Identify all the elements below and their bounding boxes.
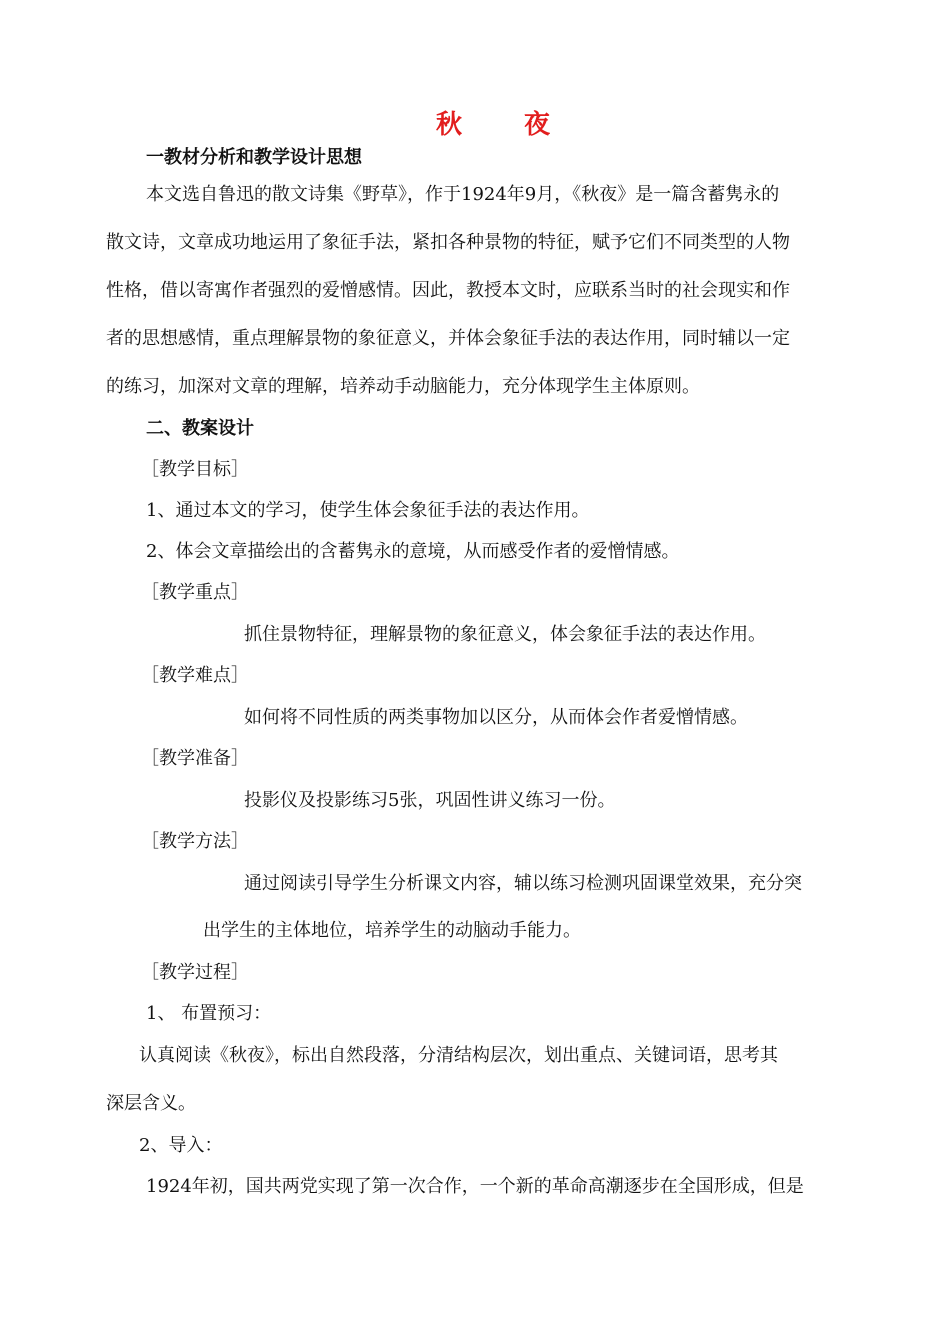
process-label: ［教学过程］ [141,962,249,983]
paragraph-line: 的练习，加深对文章的理解，培养动手动脑能力，充分体现学生主体原则。 [106,376,700,397]
process-step-2: 2、导入： [139,1135,223,1156]
method-text-line: 出学生的主体地位，培养学生的动脑动手能力。 [203,920,581,941]
method-label: ［教学方法］ [141,831,249,852]
key-point-text: 抓住景物特征，理解景物的象征意义，体会象征手法的表达作用。 [244,624,766,645]
section-heading-1: 一教材分析和教学设计思想 [146,147,362,168]
difficulty-text: 如何将不同性质的两类事物加以区分，从而体会作者爱憎情感。 [244,707,748,728]
goal-label: ［教学目标］ [141,459,249,480]
process-step-1-text: 认真阅读《秋夜》，标出自然段落，分清结构层次，划出重点、关键词语，思考其 [139,1045,778,1066]
process-step-1: 1、 布置预习： [146,1003,272,1024]
process-step-1-text: 深层含义。 [106,1093,196,1114]
title-char-1: 秋 [436,110,463,140]
goal-item-2: 2、体会文章描绘出的含蓄隽永的意境，从而感受作者的爱憎情感。 [146,541,680,562]
paragraph-line: 本文选自鲁迅的散文诗集《野草》，作于1924年9月，《秋夜》是一篇含蓄隽永的 [146,184,780,205]
paragraph-line: 者的思想感情，重点理解景物的象征意义，并体会象征手法的表达作用，同时辅以一定 [106,328,790,349]
document-title [436,108,550,142]
key-point-label: ［教学重点］ [141,582,249,603]
difficulty-label: ［教学难点］ [141,665,249,686]
paragraph-line: 性格，借以寄寓作者强烈的爱憎感情。因此，教授本文时，应联系当时的社会现实和作 [106,280,790,301]
method-text-line: 通过阅读引导学生分析课文内容，辅以练习检测巩固课堂效果，充分突 [244,873,802,894]
section-heading-2: 二、教案设计 [146,418,254,439]
preparation-label: ［教学准备］ [141,748,249,769]
paragraph-line: 散文诗，文章成功地运用了象征手法，紧扣各种景物的特征，赋予它们不同类型的人物 [106,232,790,253]
title-char-2: 夜 [524,110,551,140]
preparation-text: 投影仪及投影练习5张，巩固性讲义练习一份。 [244,790,616,811]
process-step-2-text: 1924年初，国共两党实现了第一次合作，一个新的革命高潮逐步在全国形成，但是 [146,1176,804,1197]
goal-item-1: 1、通过本文的学习，使学生体会象征手法的表达作用。 [146,500,590,521]
